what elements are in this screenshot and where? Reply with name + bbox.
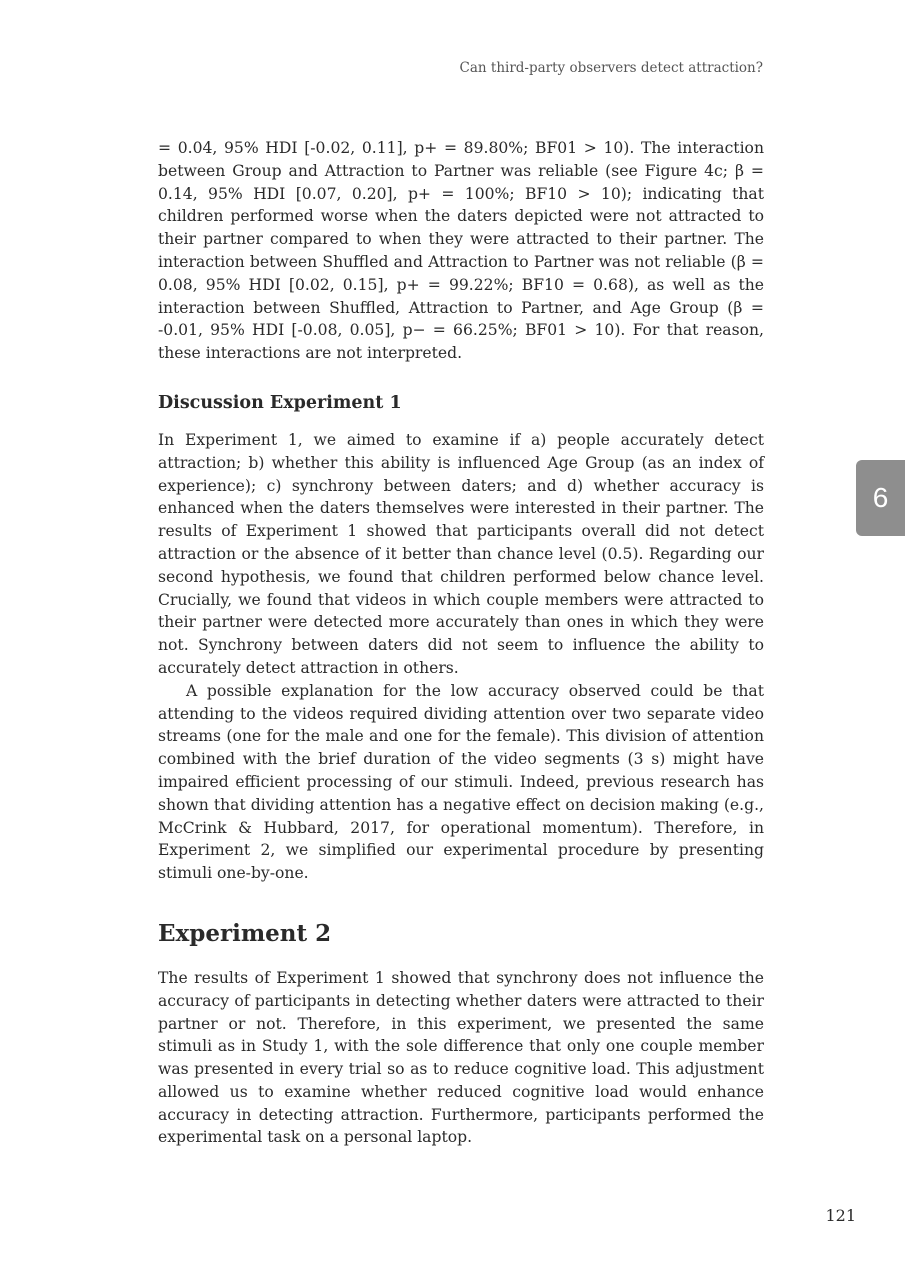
- paragraph-discussion-2: A possible explanation for the low accuracy observed could be that attending to the videos required dividing attention over two separate video streams (one for the male and one for the female). This division of attention combined with the brief duration of the video segments (3 s) might have impaired efficient processing of our stimuli. Indeed, previous research has shown that dividing attention has a negative effect on decision making (e.g., McCrink & Hubbard, 2017, for operational momentum). Therefore, in Experiment 2, we simplified our experimental procedure by presenting stimuli one-by-one.: [158, 681, 764, 883]
- paragraph-discussion-1: In Experiment 1, we aimed to examine if a) people accurately detect attraction; b) whether this ability is influenced Age Group (as an index of experience); c) synchrony between daters; and d) whether accuracy is enhanced when the daters themselves were interested in their partner. The results of Experiment 1 showed that participants overall did not detect attraction or the absence of it better than chance level (0.5). Regarding our second hypothesis, we found that children performed below chance level. Crucially, we found that videos in which couple members were attracted to their partner were detected more accurately than ones in which they were not. Synchrony between daters did not seem to influence the ability to accurately detect attraction in others.: [158, 430, 764, 677]
- paragraph-results-continued: = 0.04, 95% HDI [-0.02, 0.11], p+ = 89.80%; BF01 > 10). The interaction between Group and Attraction to Partner was reliable (see Figure 4c; β = 0.14, 95% HDI [0.07, 0.20], p+ = 100%; BF10 > 10); indicating that children performed worse when the daters depicted were not attracted to their partner compared to when they were attracted to their partner. The interaction between Shuffled and Attraction to Partner was not reliable (β = 0.08, 95% HDI [0.02, 0.15], p+ = 99.22%; BF10 = 0.68), as well as the interaction between Shuffled, Attraction to Partner, and Age Group (β = -0.01, 95% HDI [-0.08, 0.05], p− = 66.25%; BF01 > 10). For that reason, these interactions are not interpreted.: [158, 139, 764, 363]
- running-head: Can third-party observers detect attraction?: [459, 60, 763, 76]
- paragraph-experiment-2: The results of Experiment 1 showed that synchrony does not influence the accuracy of participants in detecting whether daters were attracted to their partner or not. Therefore, in this experiment, we presented the same stimuli as in Study 1, with the sole difference that only one couple member was presented in every trial so as to reduce cognitive load. This adjustment allowed us to examine whether reduced cognitive load would enhance accuracy in detecting attraction. Furthermore, participants performed the experimental task on a personal laptop.: [158, 968, 764, 1147]
- section-heading-experiment-2: Experiment 2: [158, 919, 332, 947]
- page-number: 121: [825, 1206, 856, 1225]
- chapter-tab: 6: [856, 460, 905, 536]
- page-body: [158, 137, 764, 1149]
- section-heading-discussion: Discussion Experiment 1: [158, 392, 402, 413]
